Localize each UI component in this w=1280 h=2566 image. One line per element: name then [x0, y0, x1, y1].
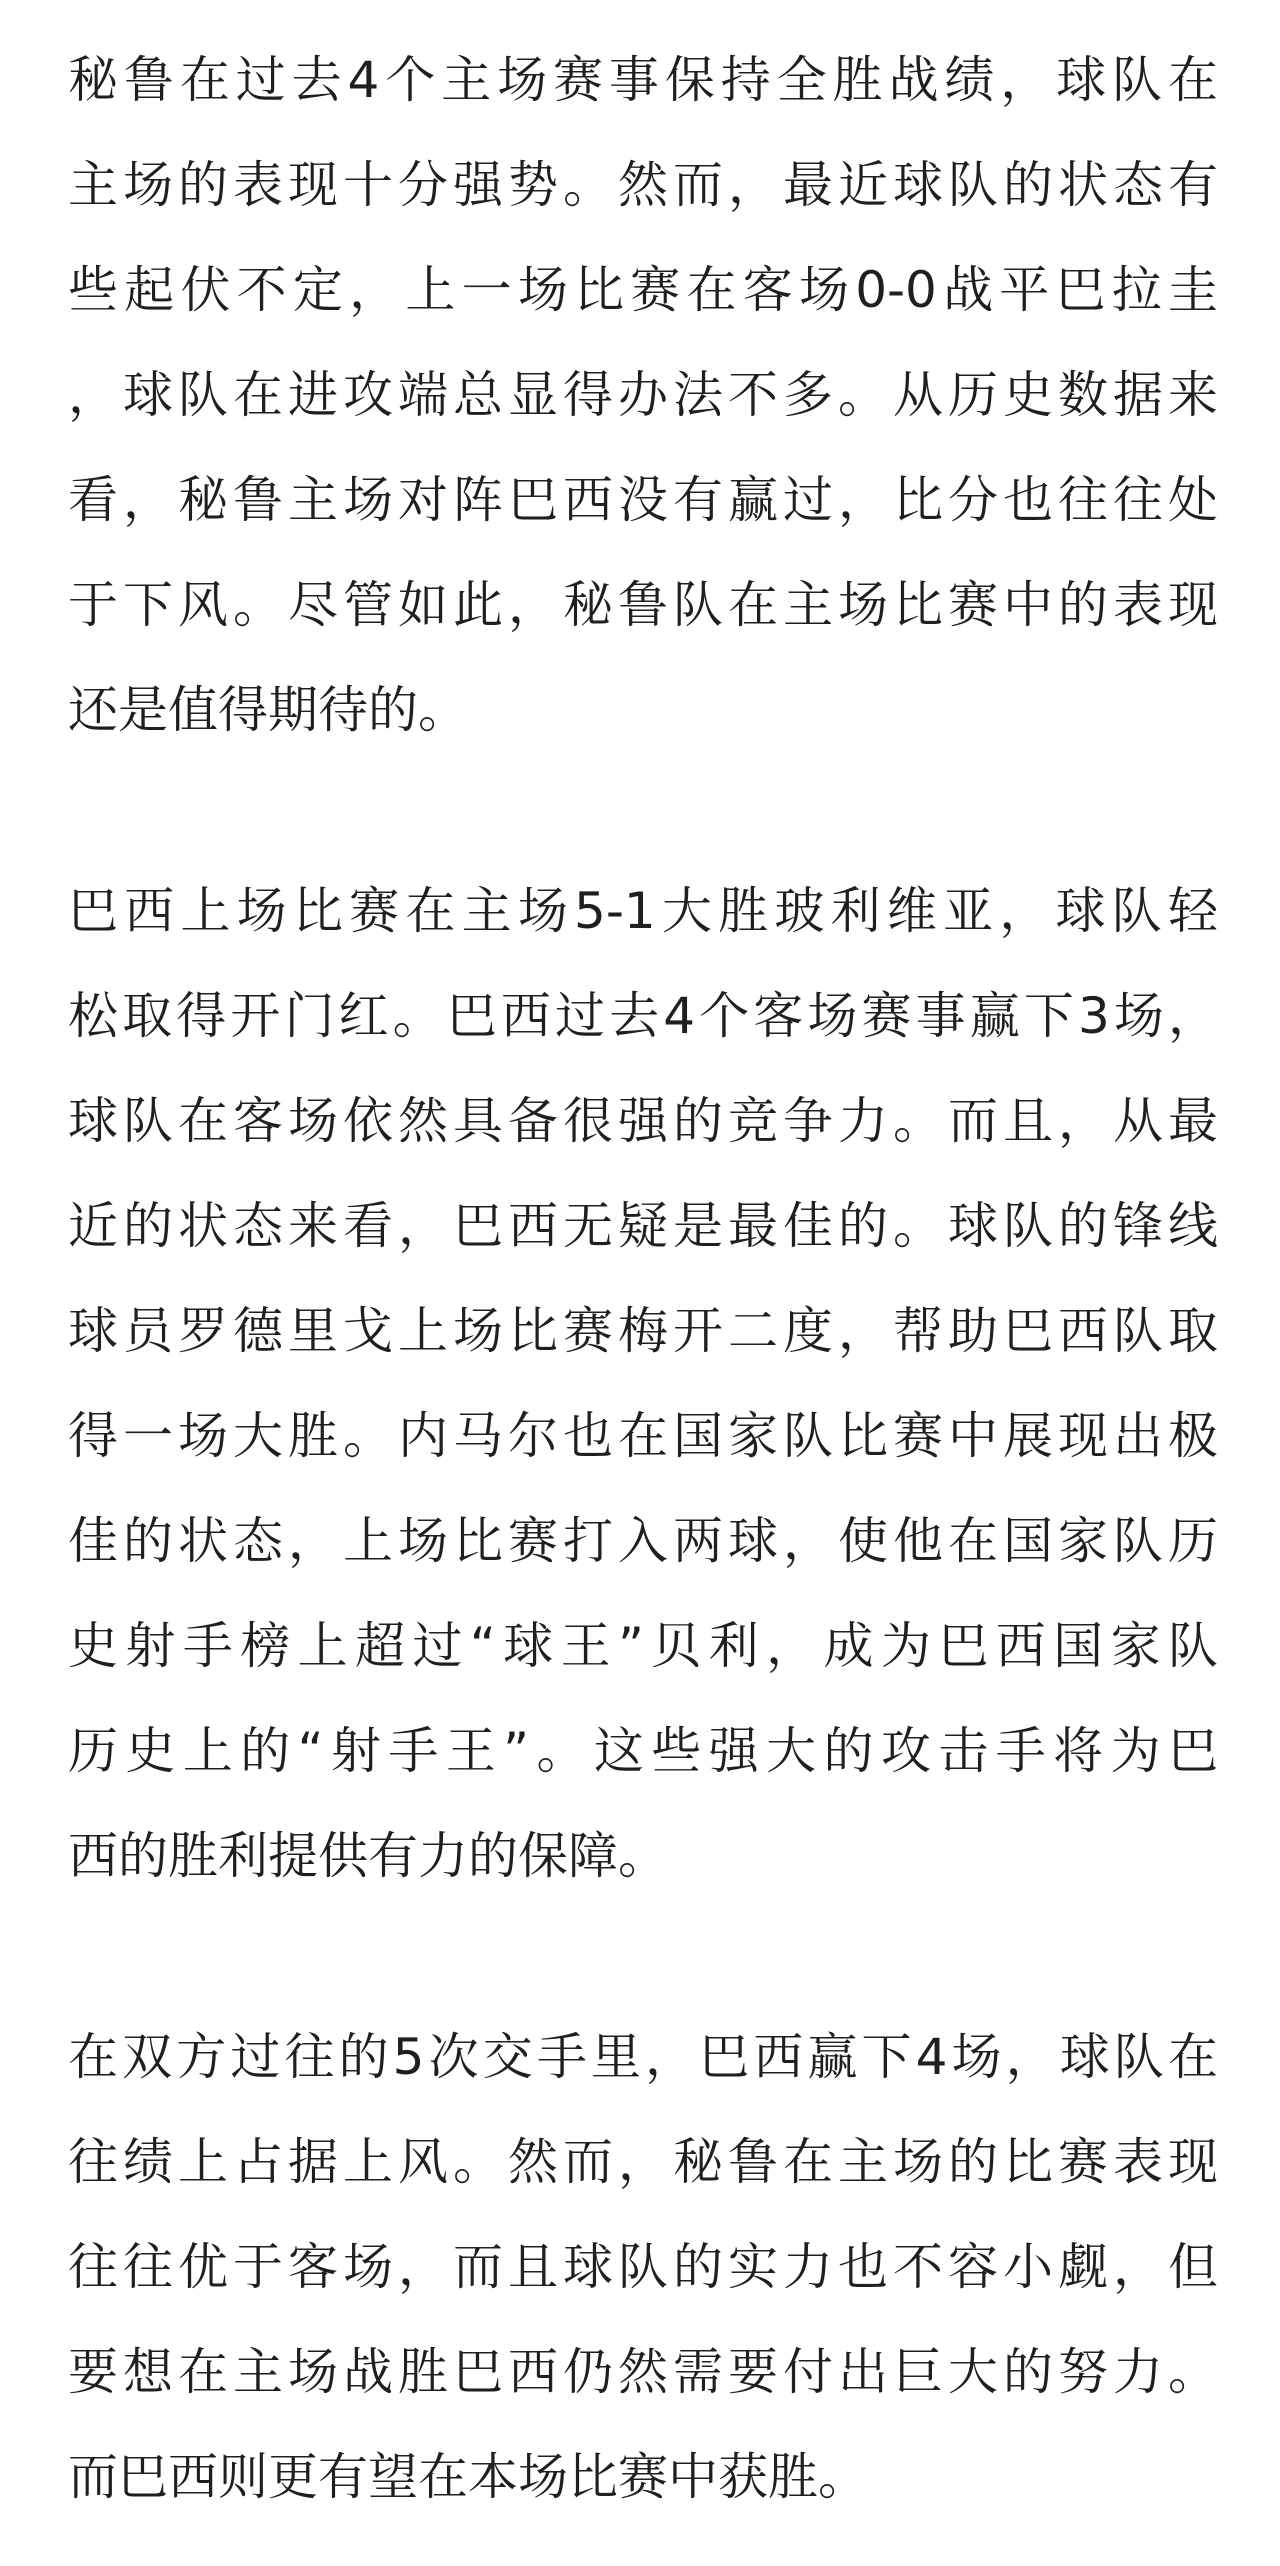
text-line: 在双方过往的5次交手里，巴西赢下4场，球队在 — [68, 2028, 1218, 2086]
text-line: 往绩上占据上风。然而，秘鲁在主场的比赛表现 — [68, 2133, 1218, 2191]
paragraph-peru-home-form — [68, 28, 1218, 763]
paragraph-brazil-form — [68, 859, 1218, 1909]
text-line: 往往优于客场，而且球队的实力也不容小觑，但 — [68, 2238, 1218, 2296]
article-body — [68, 28, 1218, 2530]
text-line: 要想在主场战胜巴西仍然需要付出巨大的努力。 — [68, 2343, 1218, 2401]
text-line: 松取得开门红。巴西过去4个客场赛事赢下3场， — [68, 987, 1218, 1045]
text-line: 佳的状态，上场比赛打入两球，使他在国家队历 — [68, 1512, 1218, 1570]
text-line: 得一场大胜。内马尔也在国家队比赛中展现出极 — [68, 1407, 1218, 1465]
text-line: 近的状态来看，巴西无疑是最佳的。球队的锋线 — [68, 1197, 1218, 1255]
text-line: 巴西上场比赛在主场5-1大胜玻利维亚，球队轻 — [68, 882, 1218, 940]
text-line: ，球队在进攻端总显得办法不多。从历史数据来 — [68, 366, 1218, 424]
text-line: 还是值得期待的。 — [68, 681, 468, 739]
text-line: 球员罗德里戈上场比赛梅开二度，帮助巴西队取 — [68, 1302, 1218, 1360]
paragraph-gap — [68, 1909, 1218, 2005]
text-line: 于下风。尽管如此，秘鲁队在主场比赛中的表现 — [68, 576, 1218, 634]
text-line: 历史上的“射手王”。这些强大的攻击手将为巴 — [68, 1722, 1218, 1780]
text-line: 主场的表现十分强势。然而，最近球队的状态有 — [68, 156, 1218, 214]
text-line: 史射手榜上超过“球王”贝利，成为巴西国家队 — [68, 1617, 1218, 1675]
text-line: 而巴西则更有望在本场比赛中获胜。 — [68, 2448, 868, 2506]
text-line: 球队在客场依然具备很强的竞争力。而且，从最 — [68, 1092, 1218, 1150]
text-line: 些起伏不定，上一场比赛在客场0-0战平巴拉圭 — [68, 261, 1218, 319]
text-line: 看，秘鲁主场对阵巴西没有赢过，比分也往往处 — [68, 471, 1218, 529]
text-line: 秘鲁在过去4个主场赛事保持全胜战绩，球队在 — [68, 51, 1218, 109]
paragraph-gap — [68, 763, 1218, 859]
paragraph-head-to-head — [68, 2005, 1218, 2530]
text-line: 西的胜利提供有力的保障。 — [68, 1827, 668, 1885]
